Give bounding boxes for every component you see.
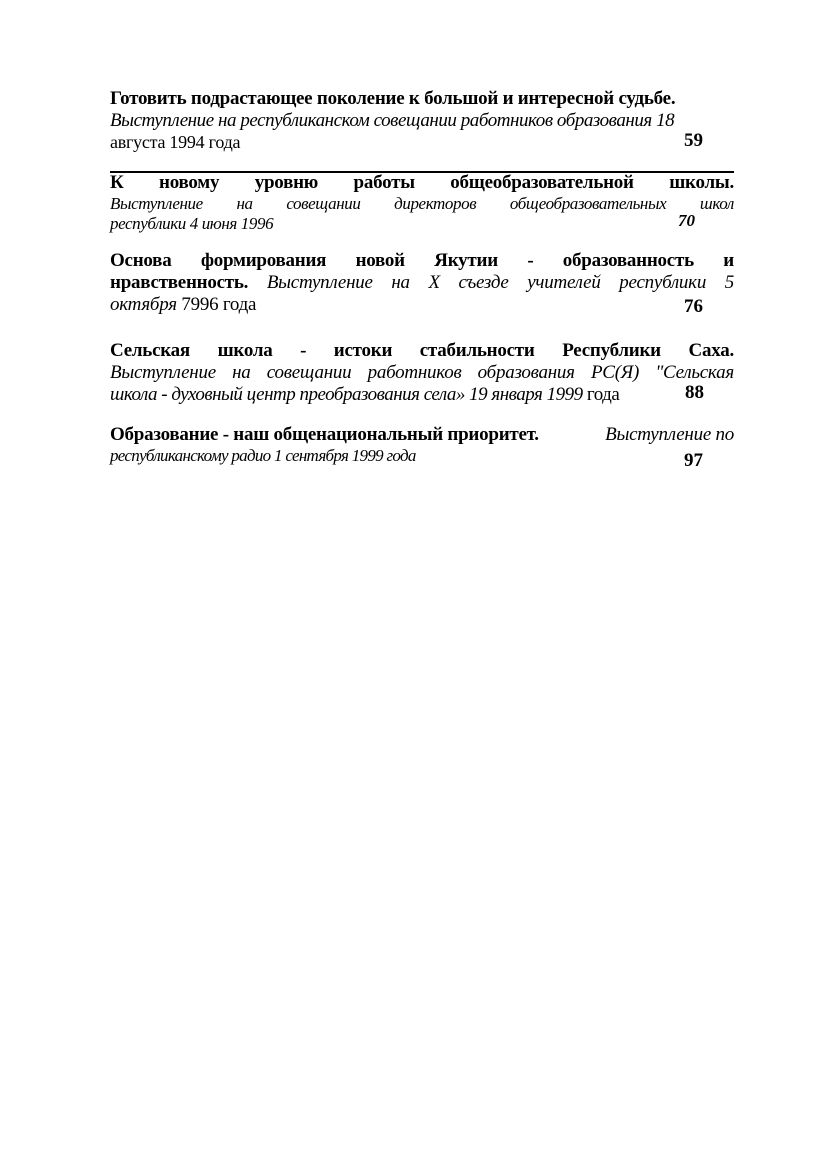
title-word: формирования [200, 250, 327, 271]
title-word: истоки [333, 340, 393, 361]
page-number: 76 [684, 296, 703, 317]
title-word: новой [355, 250, 405, 271]
title-word: работы [353, 172, 415, 193]
title-word: - [300, 340, 307, 361]
title-word: нравственность. [110, 272, 249, 293]
title-word: Основа [110, 250, 172, 271]
description-word: на [236, 194, 253, 213]
page-number: 70 [678, 211, 695, 230]
title-word: уровню [254, 172, 319, 193]
entry-description-end [110, 384, 734, 406]
description-word: совещании [286, 194, 361, 213]
entry-description-end: августа 1994 года [110, 132, 241, 152]
description-word: совещании [266, 362, 352, 383]
description-word: на [391, 272, 410, 293]
description-text: Выступление по [605, 424, 734, 445]
title-word: Сельская [110, 340, 190, 361]
description-word: PC(Я) [590, 362, 640, 383]
title-word: стабильности [419, 340, 535, 361]
title-word: и [723, 250, 734, 271]
entry-title: Готовить подрастающее поколение к большой и интересной судьбе. [110, 88, 676, 109]
entry-title [110, 424, 734, 446]
description-word: республики [619, 272, 707, 293]
description-text: школа - духовный центр преобразования села» 19 января 1999 [110, 384, 583, 405]
entry-title [110, 250, 734, 272]
description-suffix: года [222, 294, 257, 315]
title-word: Республики [562, 340, 661, 361]
title-word: образованность [562, 250, 694, 271]
toc-entry [110, 340, 734, 406]
toc-entry [110, 88, 734, 153]
title-word: - [527, 250, 534, 271]
title-word: Якутии [434, 250, 498, 271]
title-word: школы. [669, 172, 734, 193]
description-word: школ [699, 194, 734, 213]
entry-title-continued [110, 272, 734, 294]
description-word: съезде [458, 272, 509, 293]
description-word: образования [477, 362, 575, 383]
toc-entry [110, 172, 734, 234]
description-word: Выступление [266, 272, 373, 293]
entry-title [110, 340, 734, 362]
description-word: X [428, 272, 440, 293]
title-word: школа [217, 340, 273, 361]
entry-description [110, 362, 734, 384]
description-word: Выступление [110, 362, 216, 383]
entry-description-end: республиканскому радио 1 сентября 1999 года [110, 446, 416, 465]
page-number: 97 [684, 450, 703, 471]
description-month: октября [110, 294, 177, 315]
description-suffix: года [586, 384, 620, 405]
description-word: директоров [394, 194, 477, 213]
description-word: "Сельская [655, 362, 734, 383]
entry-description-end [110, 294, 734, 316]
description-word: на [232, 362, 251, 383]
entry-description-end: республики 4 июня 1996 [110, 214, 274, 233]
description-word: Выступление [110, 194, 203, 213]
entry-title [110, 172, 734, 194]
title-word: К [110, 172, 124, 193]
entry-description [110, 194, 734, 214]
description-word: 5 [724, 272, 734, 293]
page-number: 59 [684, 130, 703, 151]
title-word: общеобразовательной [450, 172, 634, 193]
toc-entry [110, 424, 734, 466]
description-word: общеобразовательных [509, 194, 667, 213]
description-year: 7996 [181, 294, 219, 315]
entry-description: Выступление на республиканском совещании работников образования 18 [110, 110, 675, 131]
description-word: учителей [527, 272, 601, 293]
toc-entry [110, 250, 734, 316]
title-text: Образование - наш общенациональный приоритет. [110, 424, 539, 445]
title-word: Саха. [688, 340, 734, 361]
title-word: новому [159, 172, 220, 193]
description-word: работников [367, 362, 462, 383]
page-number: 88 [685, 382, 704, 403]
